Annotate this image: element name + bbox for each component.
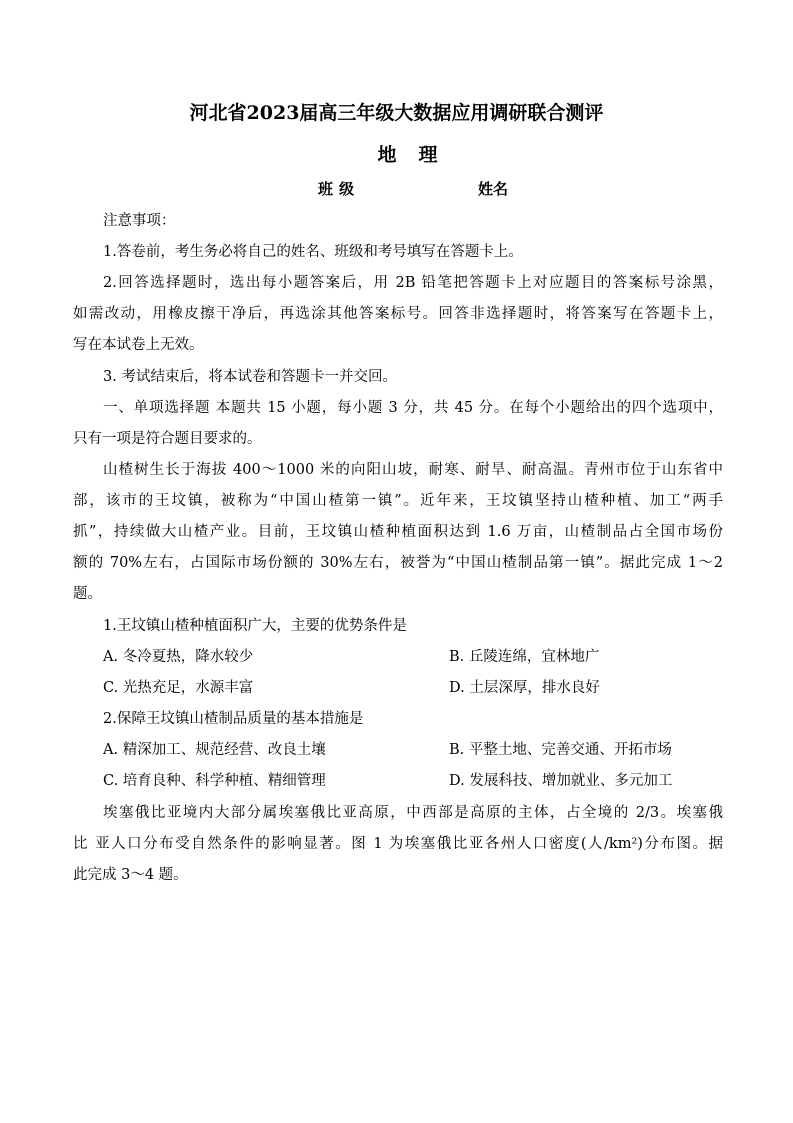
question-1-stem: 1.王坟镇山楂种植面积广大，主要的优势条件是 xyxy=(103,618,407,634)
notice-item-2-line-3: 写在本试卷上无效。 xyxy=(73,337,204,353)
passage-1-line-5: 题。 xyxy=(73,586,102,602)
question-2-option-d: D. 发展科技、增加就业、多元加工 xyxy=(449,773,673,789)
passage-1-line-1: 山楂树生长于海拔 400～1000 米的向阳山坡，耐寒、耐旱、耐高温。青州市位于山东省中 xyxy=(103,462,723,478)
notice-item-3: 3. 考试结束后，将本试卷和答题卡一并交回。 xyxy=(103,369,397,385)
section-intro-line-1: 一、单项选择题 本题共 15 小题，每小题 3 分，共 45 分。在每个小题给出的四个选项中， xyxy=(103,400,723,416)
class-label: 班级 xyxy=(318,180,361,198)
question-1-option-c: C. 光热充足，水源丰富 xyxy=(103,680,254,696)
question-2-option-a: A. 精深加工、规范经营、改良土壤 xyxy=(103,742,326,758)
notice-item-2-line-1: 2.回答选择题时，选出每小题答案后，用 2B 铅笔把答题卡上对应题目的答案标号涂黑， xyxy=(103,275,723,291)
question-1-option-d: D. 土层深厚，排水良好 xyxy=(449,680,600,696)
section-intro-line-2: 只有一项是符合题目要求的。 xyxy=(73,431,262,447)
exam-title: 河北省2023届高三年级大数据应用调研联合测评 xyxy=(189,102,604,124)
question-2-option-b: B. 平整土地、完善交通、开拓市场 xyxy=(449,742,672,758)
passage-2-line-2: 比 亚人口分布受自然条件的影响显著。图 1 为埃塞俄比亚各州人口密度(人/km²)分布图。据 xyxy=(73,836,723,852)
name-label: 姓名 xyxy=(478,180,509,198)
notice-item-1: 1.答卷前，考生务必将自己的姓名、班级和考号填写在答题卡上。 xyxy=(103,244,523,260)
passage-1-line-2: 部，该市的王坟镇，被称为“中国山楂第一镇”。近年来，王坟镇坚持山楂种植、加工“两手 xyxy=(73,493,723,509)
passage-2-line-3: 此完成 3～4 题。 xyxy=(73,867,188,883)
subject-title: 地理 xyxy=(377,144,460,166)
question-1-option-a: A. 冬冷夏热，降水较少 xyxy=(103,649,254,665)
passage-1-line-3: 抓”，持续做大山楂产业。目前，王坟镇山楂种植面积达到 1.6 万亩，山楂制品占全国市场份 xyxy=(73,524,723,540)
question-2-stem: 2.保障王坟镇山楂制品质量的基本措施是 xyxy=(103,711,364,727)
passage-2-line-1: 埃塞俄比亚境内大部分属埃塞俄比亚高原，中西部是高原的主体，占全境的 2/3。埃塞俄 xyxy=(103,805,723,821)
notice-heading: 注意事项： xyxy=(103,213,176,229)
passage-1-line-4: 额的 70%左右，占国际市场份额的 30%左右，被誉为“中国山楂制品第一镇”。据此完成 1～2 xyxy=(73,555,723,571)
question-1-option-b: B. 丘陵连绵，宜林地广 xyxy=(449,649,600,665)
notice-item-2-line-2: 如需改动，用橡皮擦干净后，再选涂其他答案标号。回答非选择题时，将答案写在答题卡上， xyxy=(73,306,723,322)
question-2-option-c: C. 培育良种、科学种植、精细管理 xyxy=(103,773,326,789)
